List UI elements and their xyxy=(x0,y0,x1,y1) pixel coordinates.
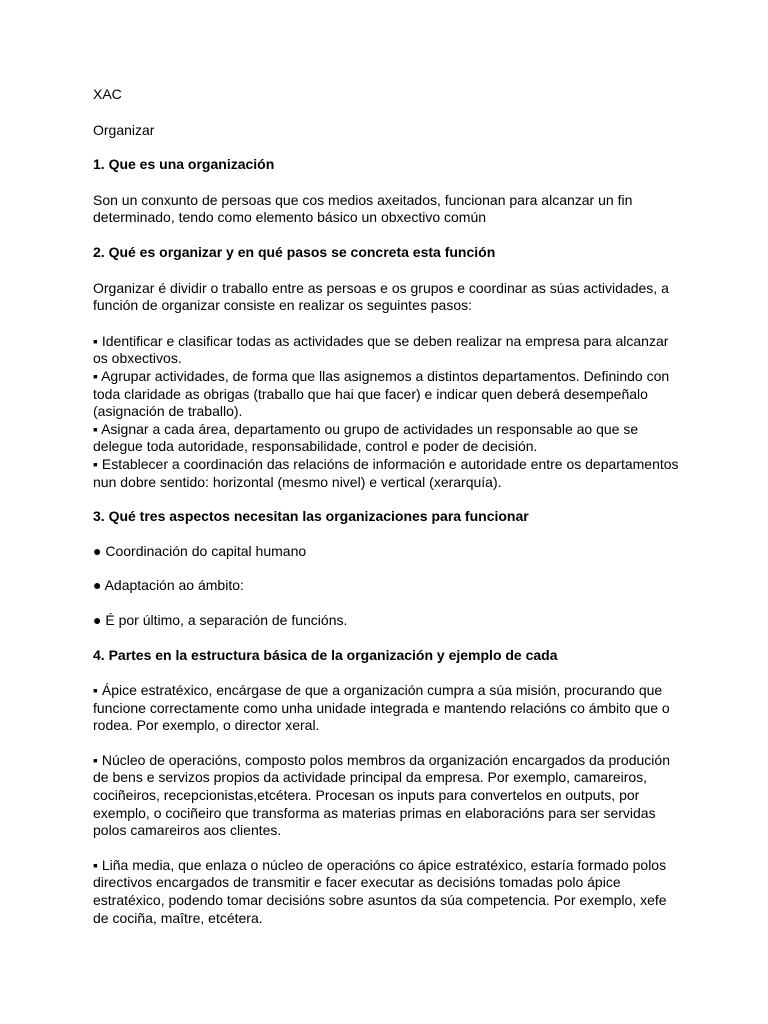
question-2-intro: Organizar é dividir o traballo entre as persoas e os grupos e coordinar as súas actividades, a función de organizar consiste en realizar os seguintes pasos: xyxy=(93,279,669,314)
structure-part-item: ▪ Ápice estratéxico, encárgase de que a organización cumpra a súa misión, procurando que funcione correctamente como unha unidade integrada e mantendo relacións co ámbito que o rodea. Por exemplo, o director xeral. xyxy=(93,682,670,734)
question-3-heading: 3. Qué tres aspectos necesitan las organizaciones para funcionar xyxy=(93,508,529,525)
document-body xyxy=(93,86,683,927)
aspect-item: ● Adaptación ao ámbito: xyxy=(93,577,244,594)
question-1-answer: Son un conxunto de persoas que cos medios axeitados, funcionan para alcanzar un fin determinado, tendo como elemento básico un obxectivo común xyxy=(93,191,633,226)
step-item: ▪ Agrupar actividades, de forma que llas asignemos a distintos departamentos. Definindo con toda claridade as obrigas (traballo que hai que facer) e indicar quen deberá desempeñalo (asignación de traballo). xyxy=(93,367,670,420)
step-item: ▪ Identificar e clasificar todas as actividades que se deben realizar na empresa para alcanzar os obxectivos. xyxy=(93,332,669,367)
aspect-item: ● Coordinación do capital humano xyxy=(93,542,307,559)
structure-part-item: ▪ Liña media, que enlaza o núcleo de operacións co ápice estratéxico, estaría formado polos directivos encargados de transmitir e facer executar as decisións tomadas polo ápice estratéxico, podendo tomar decisións sobre asuntos da súa competencia. Por exemplo, xefe de cociña, maître, etcétera. xyxy=(93,856,667,926)
aspect-item: ● É por último, a separación de funcións. xyxy=(93,611,348,628)
question-1-heading: 1. Que es una organización xyxy=(93,156,275,173)
question-4-heading: 4. Partes en la estructura básica de la organización y ejemplo de cada xyxy=(93,647,558,664)
step-item: ▪ Asignar a cada área, departamento ou grupo de actividades un responsable ao que se delegue toda autoridade, responsabilidade, control e poder de decisión. xyxy=(93,420,639,455)
question-2-heading: 2. Qué es organizar y en qué pasos se concreta esta función xyxy=(93,243,496,260)
section-title: Organizar xyxy=(93,121,155,138)
step-item: ▪ Establecer a coordinación das relacións de información e autoridade entre os departamentos nun dobre sentido: horizontal (mesmo nivel) e vertical (xerarquía). xyxy=(93,455,679,490)
document-header: XAC xyxy=(93,86,122,102)
structure-part-item: ▪ Núcleo de operacións, composto polos membros da organización encargados da produción de bens e servizos propios da actividade principal da empresa. Por exemplo, camareiros, cociñeiros, recepcionistas,etcétera. Procesan os inputs para convertelos en outputs, por exemplo, o cociñeiro que transforma as materias primas en elaboracións para ser servidas polos camareiros aos clientes. xyxy=(93,751,670,839)
